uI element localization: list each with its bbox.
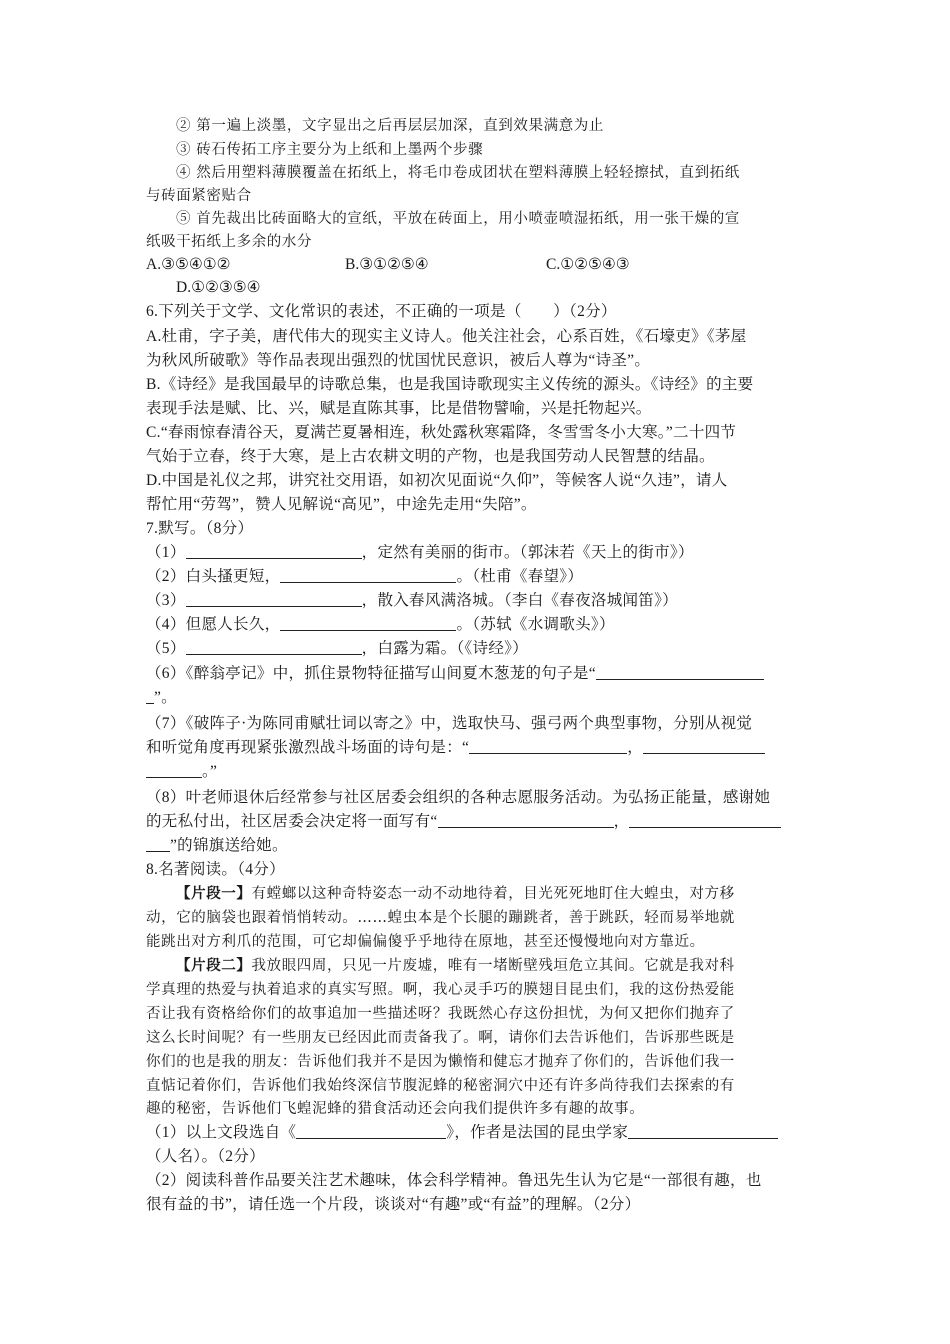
q6-option-c-line1[interactable]: C.“春雨惊春清谷天，夏满芒夏暑相连，秋处露秋寒霜降，冬雪雪冬小大寒。”二十四节 [146,424,737,441]
q7-item-7-line2 [146,736,765,760]
q5-option-b[interactable]: B.③①②⑤④ [345,256,429,273]
item-7-close: 。” [202,763,218,780]
excerpt-2-text: 我放眼四周，只见一片废墟，唯有一堵断壁残垣危立其间。它就是我对科 [251,958,735,974]
q5-option-c[interactable]: C.①②⑤④③ [546,256,630,273]
q8-sub-1-line2: （人名）。（2分） [146,1148,265,1165]
excerpt-1-label: 【片段一】 [176,885,252,902]
q5-option-a[interactable]: A.③⑤④①② [146,256,231,273]
q7-item-6-line2 [146,686,177,710]
q7-item-5 [146,637,528,661]
item-3-blank[interactable] [186,590,362,607]
step-3: ③ 砖石传拓工序主要分为上纸和上墨两个步骤 [176,142,484,158]
q7-item-2 [146,565,583,589]
item-7-blank-1[interactable] [469,737,627,754]
q7-item-7-line3 [146,760,217,784]
q6-option-a-line2: 为秋风所破歌》等作品表现出强烈的忧国忧民意识，被后人尊为“诗圣”。 [146,352,651,369]
excerpt-2-line2: 学真理的热爱与执着追求的真实写照。啊，我心灵手巧的膜翅目昆虫们，我的这份热爱能 [146,982,735,998]
q7-item-8-line1: （8）叶老师退休后经常参与社区居委会组织的各种志愿服务活动。为弘扬正能量，感谢她 [146,789,771,806]
item-8-blank-1[interactable] [438,811,614,828]
q6-option-a-line1[interactable]: A.杜甫，字子美，唐代伟大的现实主义诗人。他关注社会，心系百姓，《石壕吏》《茅屋 [146,328,747,345]
item-7-blank-2-tail[interactable] [146,761,202,778]
item-5-blank[interactable] [186,638,362,655]
q6-option-d-line2: 帮忙用“劳驾”，赞人见解说“高见”，中途先走用“失陪”。 [146,496,537,513]
item-7-comma: ， [627,739,643,756]
q7-item-3 [146,589,678,613]
item-4-blank[interactable] [280,614,456,631]
excerpt-1-line3: 能跳出对方利爪的范围，可它却偏偏傻乎乎地待在原地，甚至还慢慢地向对方靠近。 [146,934,705,950]
excerpt-1-line1 [176,882,735,906]
item-1-blank[interactable] [186,542,362,559]
item-3-suffix: ，散入春风满洛城。（李白《春夜洛城闻笛》） [361,592,678,609]
item-8-blank-2-tail[interactable] [146,835,170,852]
step-5-line1: ⑤ 首先裁出比砖面略大的宣纸，平放在砖面上，用小喷壶喷湿拓纸，用一张干燥的宣 [176,211,740,227]
step-5-line2: 纸吸干拓纸上多余的水分 [146,234,313,250]
excerpt-2-label: 【片段二】 [176,957,252,974]
excerpt-1-line2: 动，它的脑袋也跟着悄悄转动。……蝗虫本是个长腿的蹦跳者，善于跳跃，轻而易举地就 [146,910,735,926]
item-5-prefix: （5） [146,640,186,657]
item-1-prefix: （1） [146,544,186,561]
step-2: ② 第一遍上淡墨，文字显出之后再层层加深，直到效果满意为止 [176,118,605,134]
q7-item-7-line1: （7）《破阵子·为陈同甫赋壮词以寄之》中，选取快马、强弓两个典型事物，分别从视觉 [146,715,753,732]
q7-item-8-line3 [146,834,288,858]
book-title-blank[interactable] [296,1122,446,1139]
item-8-blank-2[interactable] [629,811,781,828]
q7-item-4 [146,613,615,637]
q6-option-d-line1[interactable]: D.中国是礼仪之邦，讲究社交用语，如初次见面说“久仰”，等候客人说“久违”，请人 [146,472,728,489]
item-7-blank-2[interactable] [643,737,765,754]
q6-option-b-line1[interactable]: B.《诗经》是我国最早的诗歌总集，也是我国诗歌现实主义传统的源头。《诗经》的主要 [146,376,754,393]
author-name-blank[interactable] [628,1122,778,1139]
q7-item-1 [146,541,694,565]
excerpt-1-text: 有螳螂以这种奇特姿态一动不动地待着，目光死死地盯住大蝗虫，对方移 [251,886,735,902]
excerpt-2-line6: 直惦记着你们，告诉他们我始终深信节腹泥蜂的秘密洞穴中还有许多尚待我们去探索的有 [146,1078,735,1094]
q8-sub-1-line1 [146,1121,778,1145]
item-8-comma: ， [613,813,630,830]
excerpt-2-line7: 趣的秘密，告诉他们飞蝗泥蜂的猎食活动还会向我们提供许多有趣的故事。 [146,1101,645,1117]
q8-sub-2-line1: （2）阅读科普作品要关注艺术趣味，体会科学精神。鲁迅先生认为它是“一部很有趣，也 [146,1172,762,1189]
step-4-line2: 与砖面紧密贴合 [146,188,252,204]
item-4-prefix: （4）但愿人长久， [146,616,281,633]
excerpt-2-line4: 这么长时间呢？有一些朋友已经因此而责备我了。啊，请你们去告诉他们，告诉那些既是 [146,1030,735,1046]
item-6-close: ”。 [154,689,177,706]
item-1-suffix: ，定然有美丽的街市。（郭沫若《天上的街市》） [361,544,694,561]
item-6-text: （6）《醉翁亭记》中，抓住景物特征描写山间夏木葱茏的句子是“ [146,665,596,682]
q8-stem: 8.名著阅读。（4分） [146,861,285,878]
item-6-blank-tail[interactable] [146,687,154,704]
q6-option-b-line2: 表现手法是赋、比、兴，赋是直陈其事，比是借物譬喻，兴是托物起兴。 [146,400,652,417]
item-3-prefix: （3） [146,592,186,609]
item-2-blank[interactable] [280,566,456,583]
item-2-suffix: 。（杜甫《春望》） [456,568,584,585]
q7-stem: 7.默写。（8分） [146,520,254,537]
excerpt-2-line3: 否让我有资格给你们的故事追加一些描述呀？我既然心存这份担忧，为何又把你们抛弃了 [146,1006,735,1022]
q7-item-6-line1 [146,662,764,686]
item-2-prefix: （2）白头搔更短， [146,568,281,585]
q6-stem: 6.下列关于文学、文化常识的表述，不正确的一项是（ ）（2分） [146,303,617,320]
item-5-suffix: ，白露为霜。（《诗经》） [361,640,529,657]
item-6-blank[interactable] [596,663,764,680]
q8-sub-2-line2: 很有益的书”，请任选一个片段，谈谈对“有趣”或“有益”的理解。（2分） [146,1196,641,1213]
step-4-line1: ④ 然后用塑料薄膜覆盖在拓纸上，将毛巾卷成团状在塑料薄膜上轻轻擦拭，直到拓纸 [176,165,740,181]
q7-item-8-line2 [146,810,781,834]
sub-1-text-a: （1）以上文段选自《 [146,1124,297,1141]
item-7-text: 和听觉角度再现紧张激烈战斗场面的诗句是：“ [146,739,470,756]
excerpt-2-line5: 你们的也是我的朋友：告诉他们我并不是因为懒惰和健忘才抛弃了你们的，告诉他们我一 [146,1054,735,1070]
item-8-close: ”的锦旗送给她。 [170,837,288,854]
sub-1-text-b: 》，作者是法国的昆虫学家 [446,1124,629,1141]
q5-option-d[interactable]: D.①②③⑤④ [176,279,261,296]
item-8-text: 的无私付出，社区居委会决定将一面写有“ [146,813,438,830]
excerpt-2-line1 [176,954,735,978]
q6-option-c-line2: 气始于立春，终于大寒，是上古农耕文明的产物，也是我国劳动人民智慧的结晶。 [146,448,715,465]
item-4-suffix: 。（苏轼《水调歌头》） [456,616,615,633]
